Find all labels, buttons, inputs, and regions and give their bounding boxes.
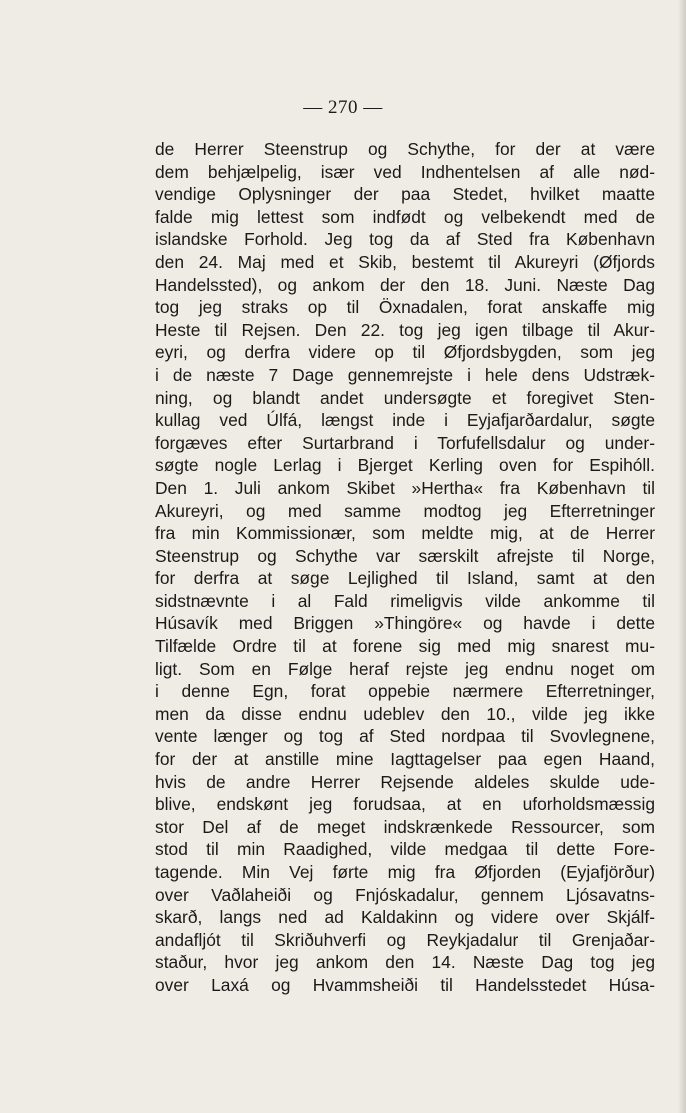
text-line: eyri, og derfra videre op til Øfjordsbygden, som jeg (155, 342, 655, 363)
body-text (155, 138, 655, 997)
text-line: staður, hvor jeg ankom den 14. Næste Dag tog jeg (155, 952, 655, 973)
page-edge-shadow (678, 0, 686, 1113)
text-line: men da disse endnu udeblev den 10., vilde jeg ikke (155, 703, 655, 724)
text-line: skarð, langs ned ad Kaldakinn og videre over Skjálf- (155, 907, 655, 928)
text-line: den 24. Maj med et Skib, bestemt til Akureyri (Øfjords (155, 251, 655, 272)
text-line: tagende. Min Vej førte mig fra Øfjorden (Eyjafjörður) (155, 862, 655, 882)
page-number: — 270 — (303, 97, 383, 118)
text-line: for derfra at søge Lejlighed til Island, samt at den (155, 568, 655, 589)
text-line: tog jeg straks op til Öxnadalen, forat anskaffe mig (155, 297, 655, 318)
text-line: fra min Kommissionær, som meldte mig, at de Herrer (155, 523, 655, 544)
text-line: Steenstrup og Schythe var særskilt afrejste til Norge, (155, 545, 655, 566)
text-line: over Vaðlaheiði og Fnjóskadalur, gennem Ljósavatns- (155, 884, 655, 905)
text-line: stod til min Raadighed, vilde medgaa til dette Fore- (155, 839, 655, 860)
text-line: falde mig lettest som indfødt og velbekendt med de (155, 206, 655, 227)
text-line: blive, endskønt jeg forudsaa, at en uforholdsmæssig (155, 794, 655, 815)
text-line: hvis de andre Herrer Rejsende aldeles skulde ude- (155, 771, 655, 792)
text-line: dem behjælpelig, især ved Indhentelsen af alle nød- (155, 161, 655, 182)
text-line: vente længer og tog af Sted nordpaa til Svovlegnene, (155, 726, 655, 747)
text-line: andafljót til Skriðuhverfi og Reykjadalur til Grenjaðar- (155, 929, 655, 950)
text-line: stor Del af de meget indskrænkede Ressourcer, som (155, 816, 655, 837)
text-line: søgte nogle Lerlag i Bjerget Kerling oven for Espihóll. (155, 455, 655, 476)
text-line: Handelssted), og ankom der den 18. Juni. Næste Dag (155, 274, 655, 295)
text-line: ligt. Som en Følge heraf rejste jeg endnu noget om (155, 658, 655, 679)
text-line: for der at anstille mine Iagttagelser paa egen Haand, (155, 749, 655, 770)
text-line: islandske Forhold. Jeg tog da af Sted fra København (155, 229, 655, 250)
text-line: kullag ved Úlfá, længst inde i Eyjafjarðardalur, søgte (155, 410, 655, 431)
text-line: Húsavík med Briggen »Thingöre« og havde i dette (155, 613, 655, 634)
text-line: Heste til Rejsen. Den 22. tog jeg igen tilbage til Akur- (155, 319, 655, 340)
text-line: Akureyri, og med samme modtog jeg Efterretninger (155, 500, 655, 521)
text-line: forgæves efter Surtarbrand i Torfufellsdalur og under- (155, 432, 655, 453)
text-line: vendige Oplysninger der paa Stedet, hvilket maatte (155, 184, 655, 205)
text-line: ning, og blandt andet undersøgte et foregivet Sten- (155, 387, 655, 408)
text-line: i de næste 7 Dage gennemrejste i hele dens Udstræk- (155, 364, 655, 385)
text-line: de Herrer Steenstrup og Schythe, for der at være (155, 139, 655, 159)
text-line: Tilfælde Ordre til at forene sig med mig snarest mu- (155, 636, 655, 657)
text-line: over Laxá og Hvammsheiði til Handelsstedet Húsa- (155, 974, 655, 995)
text-line: Den 1. Juli ankom Skibet »Hertha« fra København til (155, 477, 655, 498)
text-line: sidstnævnte i al Fald rimeligvis vilde ankomme til (155, 590, 655, 611)
text-line: i denne Egn, forat oppebie nærmere Efterretninger, (155, 681, 655, 702)
